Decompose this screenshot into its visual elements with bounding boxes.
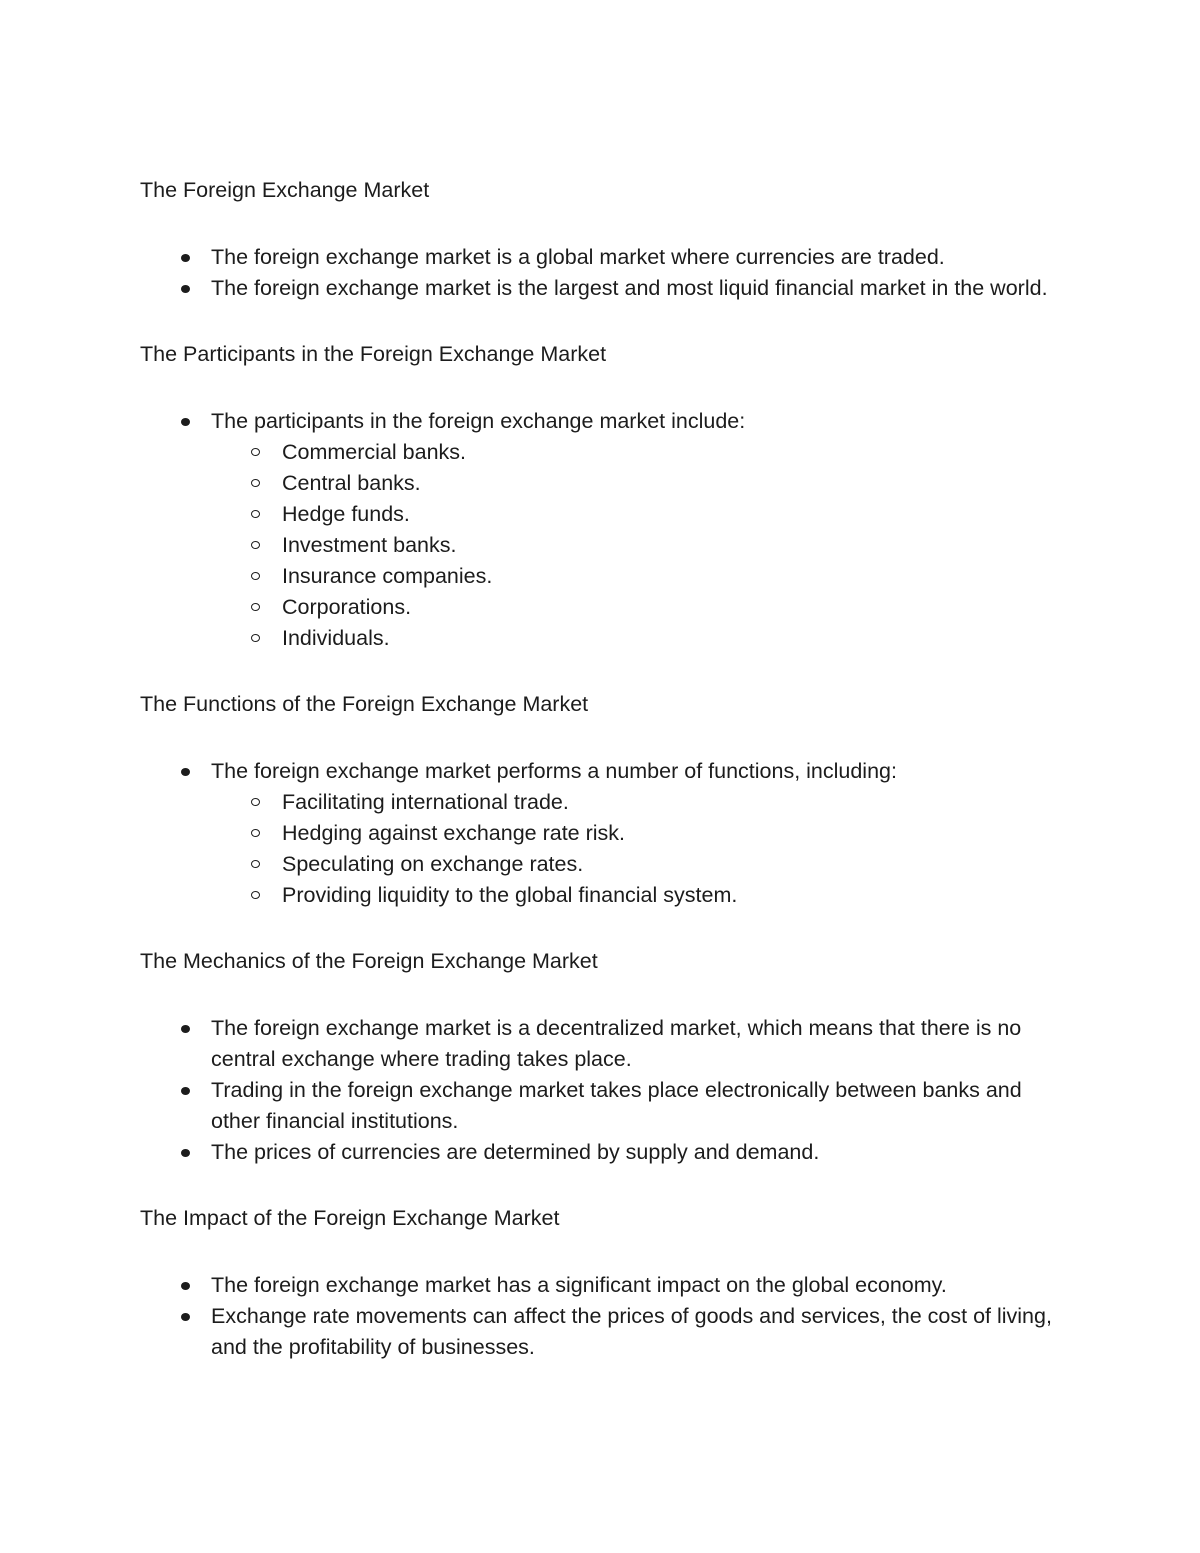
bullet-circle-icon (251, 860, 260, 868)
sub-list-item (211, 468, 1070, 499)
sub-list-item (211, 437, 1070, 468)
section-heading: The Mechanics of the Foreign Exchange Market (140, 949, 598, 973)
bullet-dot-icon (181, 1087, 190, 1095)
bullet-dot-icon (181, 1282, 190, 1290)
bullet-dot-icon (181, 1149, 190, 1157)
bullet-list (140, 242, 1070, 304)
list-item (140, 1075, 1070, 1137)
bullet-circle-icon (251, 479, 260, 487)
bullet-dot-icon (181, 1025, 190, 1033)
section-heading: The Functions of the Foreign Exchange Market (140, 692, 589, 716)
list-item-text: Trading in the foreign exchange market takes place electronically between banks and other financial institutions. (211, 1078, 1022, 1133)
list-item (140, 1137, 1070, 1168)
sub-list-item-text: Insurance companies. (282, 564, 493, 588)
sub-list-item-text: Providing liquidity to the global financial system. (282, 883, 738, 907)
list-item-text: The prices of currencies are determined by supply and demand. (211, 1140, 820, 1164)
sub-list-item (211, 499, 1070, 530)
bullet-list (140, 756, 1070, 911)
bullet-list (140, 406, 1070, 654)
list-item (140, 1013, 1070, 1075)
list-item-text: The foreign exchange market performs a number of functions, including: (211, 759, 897, 783)
bullet-dot-icon (181, 254, 190, 262)
sub-bullet-list (211, 437, 1070, 654)
sub-list-item-text: Hedge funds. (282, 502, 410, 526)
sub-list-item-text: Investment banks. (282, 533, 457, 557)
sub-list-item (211, 530, 1070, 561)
section-participants (140, 339, 1070, 654)
section-functions (140, 689, 1070, 911)
list-item-text: The foreign exchange market has a significant impact on the global economy. (211, 1273, 947, 1297)
list-item-text: The foreign exchange market is a decentralized market, which means that there is no central exchange where trading takes place. (211, 1016, 1022, 1071)
section-impact (140, 1203, 1070, 1363)
bullet-circle-icon (251, 448, 260, 456)
list-item (140, 406, 1070, 654)
sub-list-item (211, 849, 1070, 880)
list-item (140, 242, 1070, 273)
sub-list-item-text: Commercial banks. (282, 440, 466, 464)
sub-list-item-text: Speculating on exchange rates. (282, 852, 584, 876)
bullet-circle-icon (251, 798, 260, 806)
sub-list-item-text: Corporations. (282, 595, 412, 619)
sub-list-item (211, 561, 1070, 592)
bullet-circle-icon (251, 634, 260, 642)
sub-bullet-list (211, 787, 1070, 911)
bullet-circle-icon (251, 541, 260, 549)
list-item-text: The foreign exchange market is the largest and most liquid financial market in the world. (211, 276, 1048, 300)
bullet-list (140, 1013, 1070, 1168)
sub-list-item (211, 592, 1070, 623)
list-item (140, 1270, 1070, 1301)
list-item-text: The participants in the foreign exchange market include: (211, 409, 746, 433)
bullet-circle-icon (251, 891, 260, 899)
list-item (140, 273, 1070, 304)
bullet-dot-icon (181, 1313, 190, 1321)
bullet-dot-icon (181, 285, 190, 293)
list-item (140, 756, 1070, 911)
section-foreign-exchange-market (140, 175, 1070, 304)
document-page (140, 175, 1070, 1363)
section-mechanics (140, 946, 1070, 1168)
bullet-dot-icon (181, 418, 190, 426)
bullet-circle-icon (251, 572, 260, 580)
sub-list-item (211, 623, 1070, 654)
sub-list-item-text: Central banks. (282, 471, 421, 495)
sub-list-item-text: Hedging against exchange rate risk. (282, 821, 626, 845)
section-heading: The Participants in the Foreign Exchange Market (140, 342, 607, 366)
bullet-circle-icon (251, 603, 260, 611)
bullet-list (140, 1270, 1070, 1363)
list-item (140, 1301, 1070, 1363)
list-item-text: The foreign exchange market is a global market where currencies are traded. (211, 245, 945, 269)
sub-list-item (211, 880, 1070, 911)
sub-list-item (211, 818, 1070, 849)
sub-list-item-text: Facilitating international trade. (282, 790, 569, 814)
list-item-text: Exchange rate movements can affect the prices of goods and services, the cost of living, and the profitability of businesses. (211, 1304, 1052, 1359)
section-heading: The Impact of the Foreign Exchange Market (140, 1206, 560, 1230)
bullet-circle-icon (251, 510, 260, 518)
bullet-circle-icon (251, 829, 260, 837)
sub-list-item-text: Individuals. (282, 626, 390, 650)
section-heading: The Foreign Exchange Market (140, 178, 430, 202)
bullet-dot-icon (181, 768, 190, 776)
sub-list-item (211, 787, 1070, 818)
